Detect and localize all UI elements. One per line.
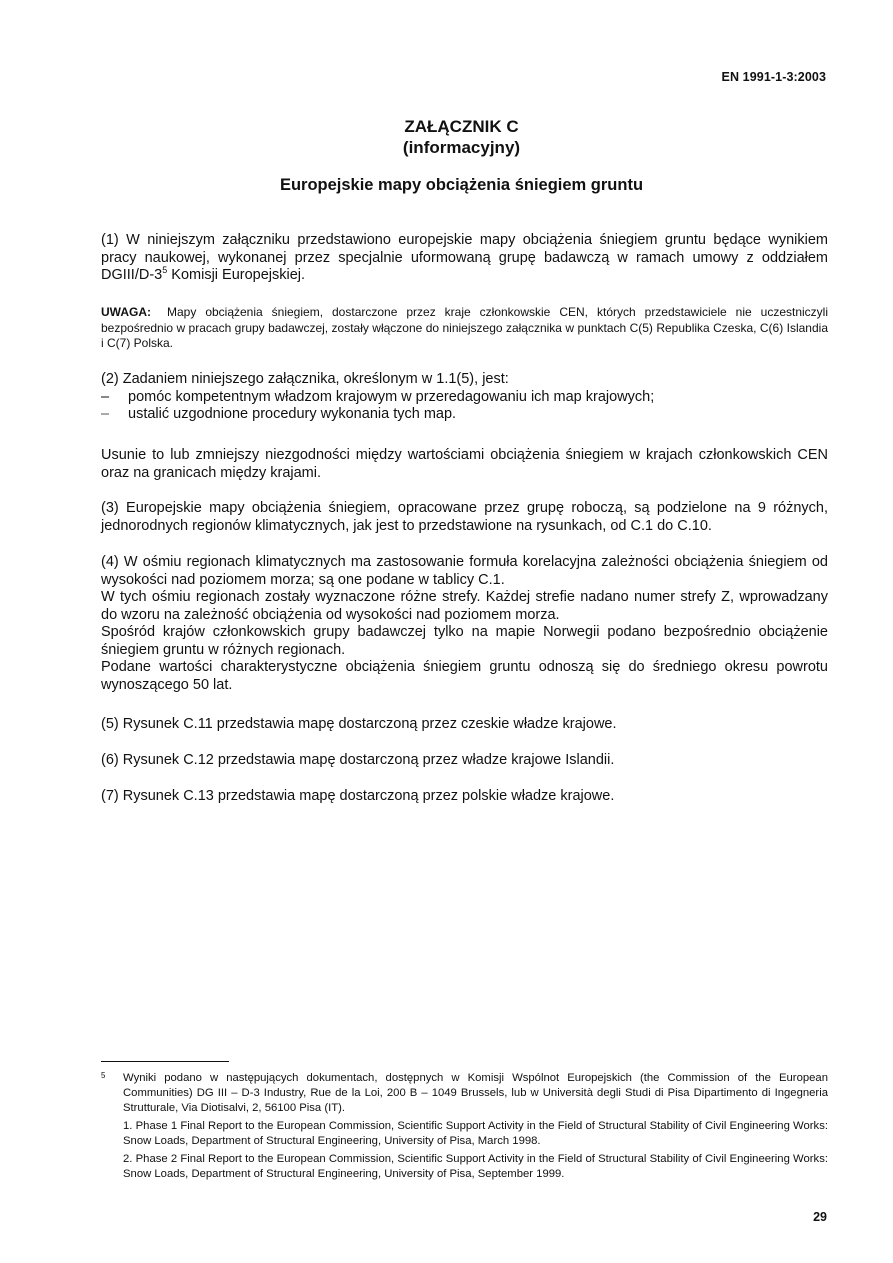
paragraph-3: (3) Europejskie mapy obciążenia śniegiem, opracowane przez grupę roboczą, są podzielone na 9 różnych, jednorodnych regionów klimatycznych, jak jest to przedstawione na rysunkach, od C.1 do C.10. [101,500,828,534]
note-label: UWAGA: [101,305,151,319]
paragraph-5: (5) Rysunek C.11 przedstawia mapę dostarczoną przez czeskie władze krajowe. [101,716,617,732]
paragraph-1 [101,232,828,285]
paragraph-4-line: W tych ośmiu regionach zostały wyznaczone różne strefy. Każdej strefie nadano numer strefy Z, wprowadzany do wzoru na zależność obciążenia od wysokości nad poziomem morza. [101,589,828,623]
paragraph-6: (6) Rysunek C.12 przedstawia mapę dostarczoną przez władze krajowe Islandii. [101,752,615,768]
page-number: 29 [813,1210,827,1224]
dash-bullet: – [101,406,110,422]
paragraph-1-tail: Komisji Europejskiej. [167,267,306,283]
paragraph-2-follow: Usunie to lub zmniejszy niezgodności między wartościami obciążenia śniegiem w krajach członkowskich CEN oraz na granicach między krajami. [101,447,828,481]
paragraph-4-line: Podane wartości charakterystyczne obciążenia śniegiem gruntu odnoszą się do średniego okresu powrotu wynoszącego 50 lat. [101,659,828,693]
annex-title: ZAŁĄCZNIK C [404,117,519,136]
task-list [101,389,828,424]
paragraph-4-line: Spośród krajów członkowskich grupy badawczej tylko na mapie Norwegii podano bezpośrednio obciążenie śniegiem gruntu w różnych regionach. [101,624,828,658]
paragraph-7: (7) Rysunek C.13 przedstawia mapę dostarczoną przez polskie władze krajowe. [101,788,615,804]
note-text: Mapy obciążenia śniegiem, dostarczone przez kraje członkowskie CEN, których przedstawiciele nie uczestniczyli bezpośrednio w pracach grupy badawczej, zostały włączone do niniejszego załącznika w punktach C(5) Republika Czeska, C(6) Islandia i C(7) Polska. [101,305,828,350]
dash-bullet: – [101,388,110,405]
annex-subtitle: (informacyjny) [402,138,521,157]
list-item: – pomóc kompetentnym władzom krajowym w przeredagowaniu ich map krajowych; [101,388,655,405]
paragraph-2 [101,371,828,424]
document-id: EN 1991-1-3:2003 [721,70,826,84]
annex-title-block [0,116,893,158]
footnote-reference[interactable]: 5 [162,265,168,275]
footnote-marker: 5 [101,1071,106,1080]
footnote-reference-2: 2. Phase 2 Final Report to the European Commission, Scientific Support Activity in the Field of Structural Stability of Civil Engineering Works: Snow Loads, Department of Structural Engineering, University of Pisa, September 1999. [123,1153,828,1180]
paragraph-4 [101,554,828,694]
paragraph-1-text: (1) W niniejszym załączniku przedstawiono europejskie mapy obciążenia śniegiem gruntu będące wynikiem pracy naukowej, wykonanej przez specjalnie uformowaną grupę badawczą w ramach umowy z oddziałem DGIII/D-3 [101,232,828,283]
footnote-separator [101,1061,229,1062]
paragraph-2-intro: (2) Zadaniem niniejszego załącznika, określonym w 1.1(5), jest: [101,371,509,387]
list-item: – ustalić uzgodnione procedury wykonania tych map. [101,406,457,422]
paragraph-4-line: (4) W ośmiu regionach klimatycznych ma zastosowanie formuła korelacyjna zależności obciążenia śniegiem od wysokości nad poziomem morza; są one podane w tablicy C.1. [101,554,828,588]
note-block [101,305,828,352]
footnote [101,1071,828,1185]
footnote-reference-1: 1. Phase 1 Final Report to the European Commission, Scientific Support Activity in the Field of Structural Stability of Civil Engineering Works: Snow Loads, Department of Structural Engineering, University of Pisa, March 1998. [123,1120,828,1147]
footnote-intro: Wyniki podano w następujących dokumentach, dostępnych w Komisji Wspólnot Europejskich (the Commission of the European Communities) DG III – D-3 Industry, Rue de la Loi, 200 B – 1049 Brussels, lub w Università degli Studi di Pisa Dipartimento di Ingegneria Strutturale, Via Diotisalvi, 2, 56100 Pisa (IT). [123,1072,828,1114]
page-title: Europejskie mapy obciążenia śniegiem gruntu [279,176,644,194]
